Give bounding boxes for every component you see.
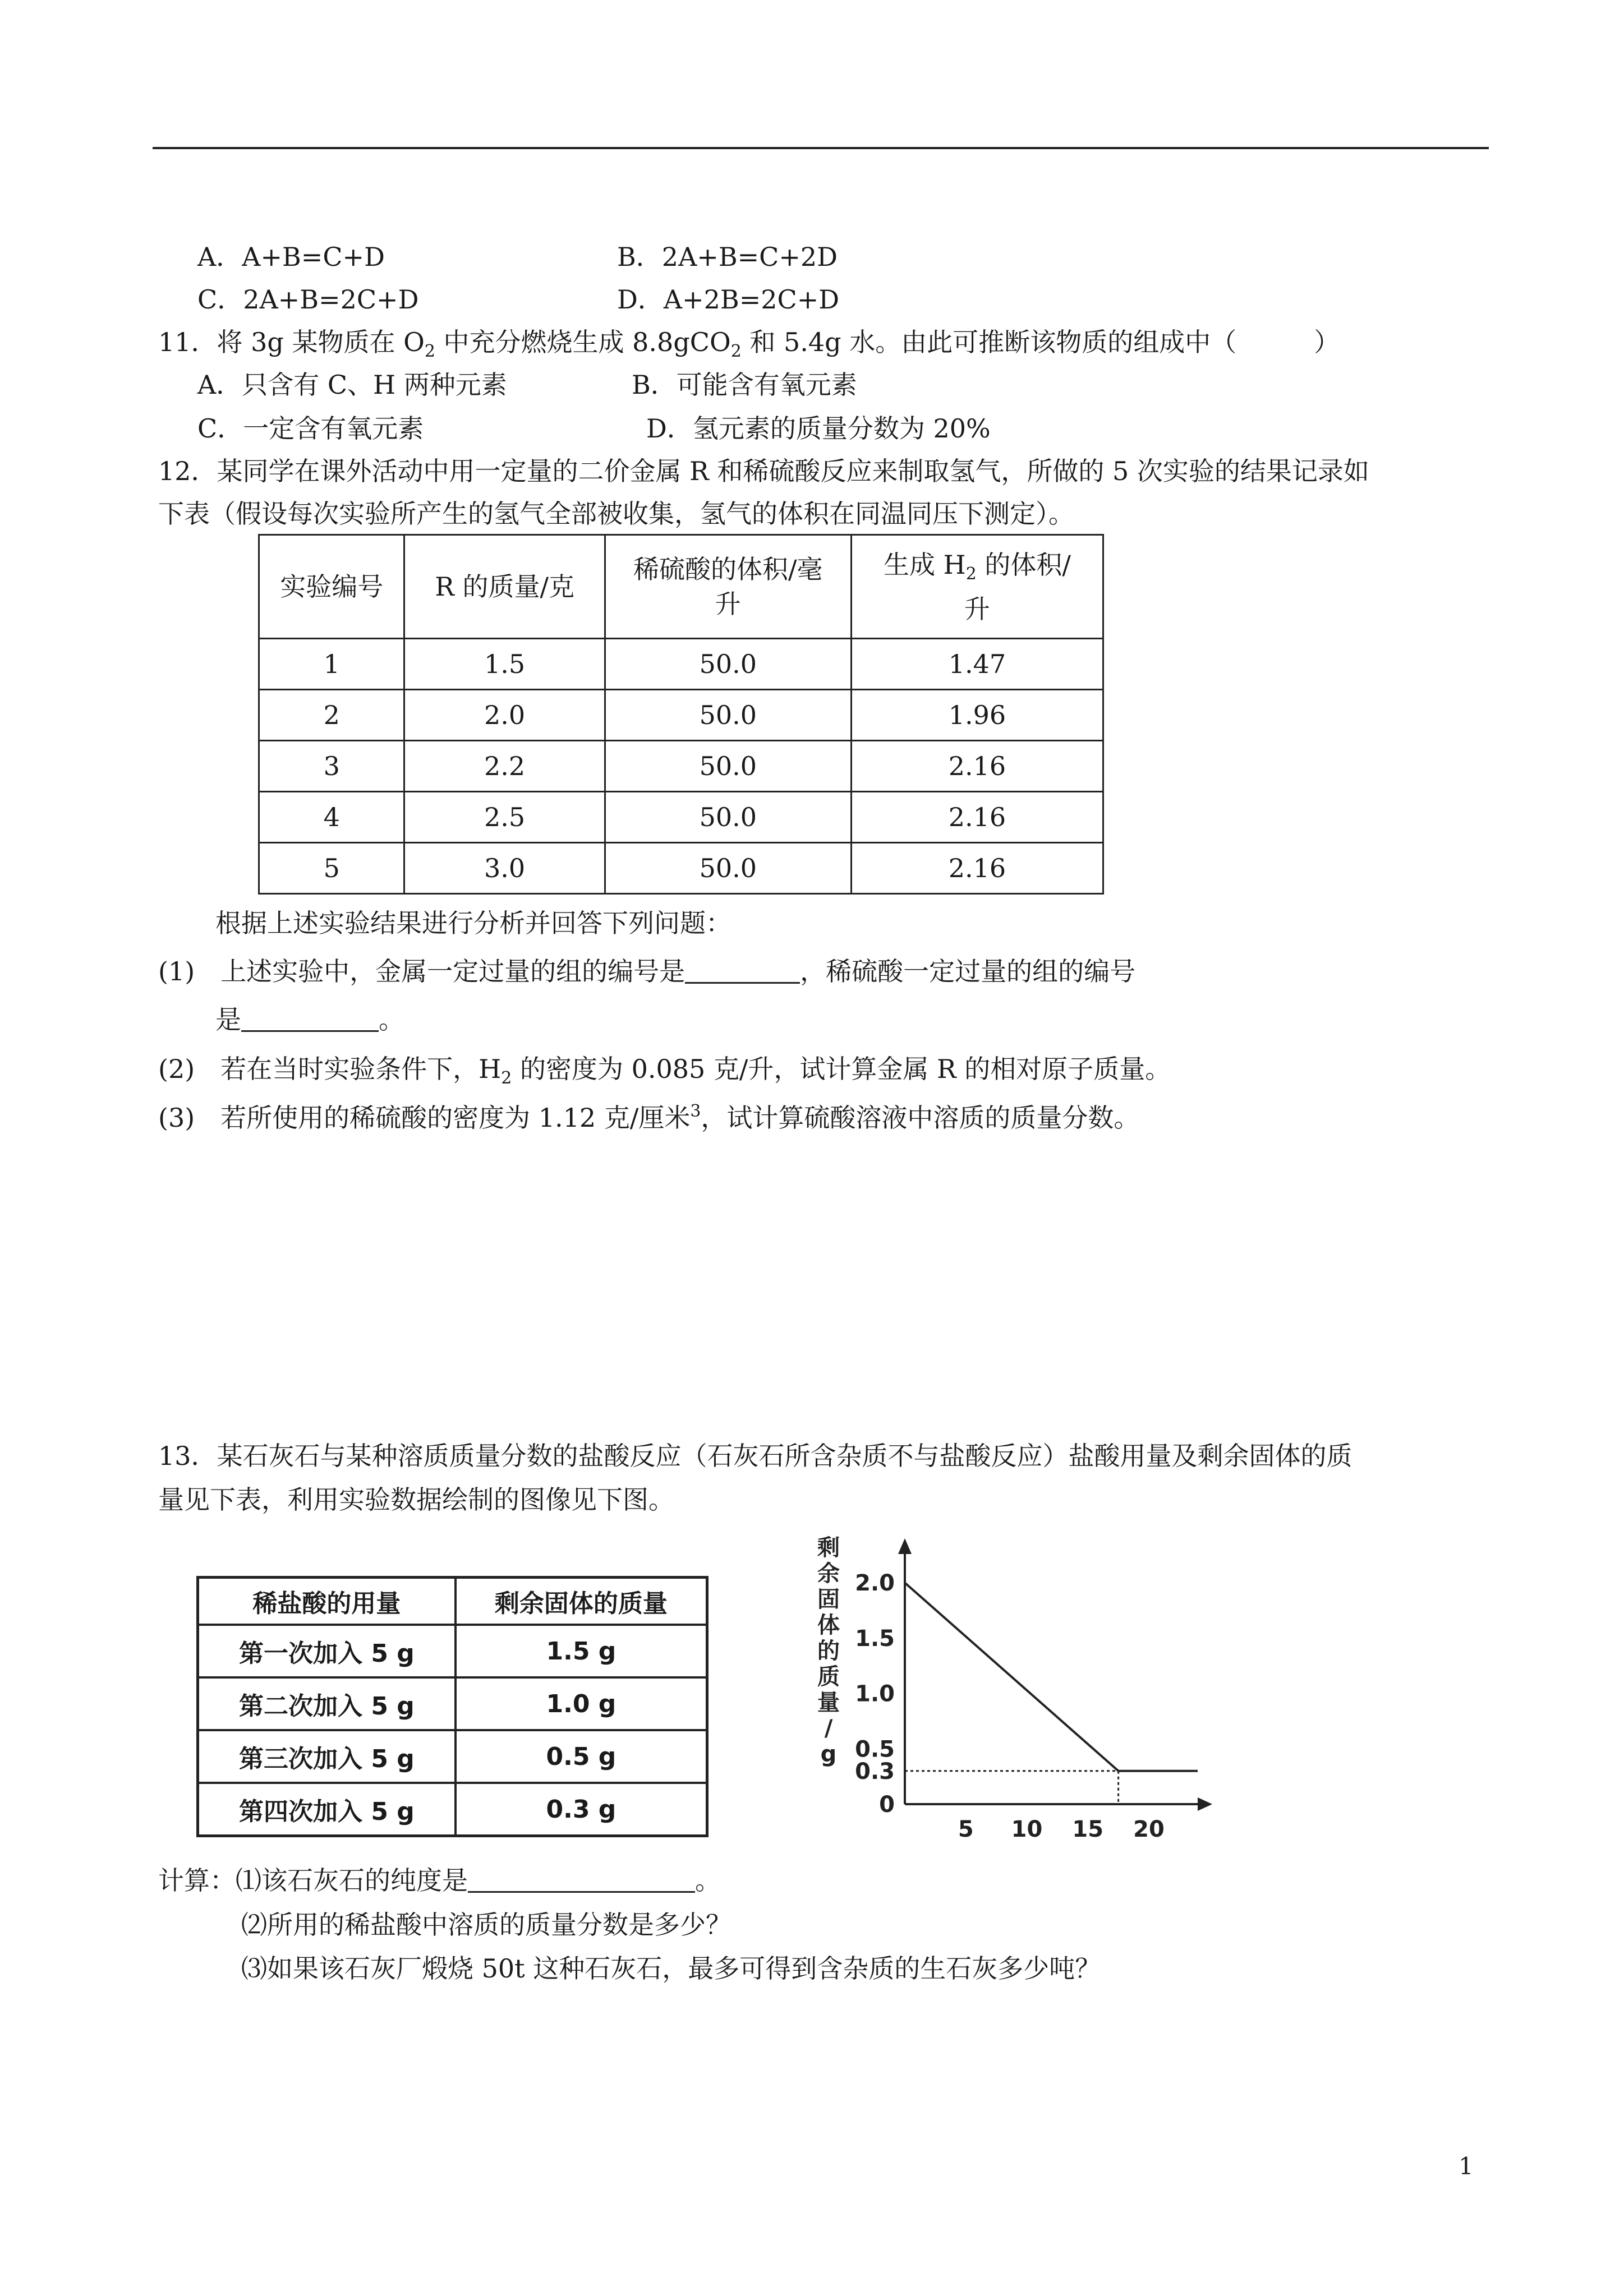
q11-option-a: A．只含有 C、H 两种元素 bbox=[197, 370, 507, 400]
table-row: 第二次加入 5 g 1.0 g bbox=[198, 1677, 707, 1730]
x-axis-arrow-icon bbox=[1198, 1797, 1212, 1811]
q13-calc3: ⑶如果该石灰厂煅烧 50t 这种石灰石，最多可得到含杂质的生石灰多少吨？ bbox=[241, 1953, 1101, 1984]
y-tick-label: 0 bbox=[879, 1792, 895, 1818]
q12-sub1-cont: 是 。 bbox=[215, 1004, 404, 1035]
y-axis-label-char: 体 bbox=[817, 1612, 840, 1638]
y-axis-label-char: 质 bbox=[817, 1664, 840, 1690]
answer-blank[interactable] bbox=[468, 1866, 695, 1893]
q11-option-d: D．氢元素的质量分数为 20% bbox=[646, 413, 991, 444]
y-tick-label: 0.5 bbox=[855, 1736, 895, 1763]
q12-header-h2-volume: 生成 $H_2$ 的体积/ 升 bbox=[851, 535, 1103, 639]
y-axis-label-char: g bbox=[820, 1741, 837, 1767]
q12-header-experiment: 实验编号 bbox=[259, 535, 404, 639]
table-row: 3 2.2 50.0 2.16 bbox=[259, 741, 1103, 792]
y-axis-label bbox=[817, 1535, 840, 1767]
q12-sub1: (1) 上述实验中，金属一定过量的组的编号是 ，稀硫酸一定过量的组的编号 bbox=[158, 956, 1136, 986]
y-axis-arrow-icon bbox=[898, 1538, 912, 1554]
y-axis-label-char: 余 bbox=[817, 1561, 840, 1587]
q12-header-acid-volume: 稀硫酸的体积/毫 升 bbox=[605, 535, 851, 639]
y-axis-label-char: 固 bbox=[817, 1587, 840, 1612]
q10-option-d: D．A+2B=2C+D bbox=[617, 284, 840, 315]
y-axis-label-char: 的 bbox=[817, 1638, 840, 1664]
q13-header-acid: 稀盐酸的用量 bbox=[198, 1578, 456, 1625]
header-rule bbox=[153, 147, 1489, 149]
q13-chart bbox=[811, 1534, 1214, 1842]
series-line bbox=[905, 1583, 1198, 1771]
answer-blank[interactable] bbox=[241, 1006, 379, 1032]
q12-stem-line2: 下表（假设每次实验所产生的氢气全部被收集，氢气的体积在同温同压下测定）。 bbox=[158, 499, 1074, 529]
y-axis-label-char: 量 bbox=[817, 1690, 840, 1716]
table-row: 5 3.0 50.0 2.16 bbox=[259, 843, 1103, 894]
y-tick-label: 2.0 bbox=[855, 1570, 895, 1597]
x-tick-label: 10 bbox=[1011, 1816, 1043, 1842]
q13-header-solid: 剩余固体的质量 bbox=[456, 1578, 707, 1625]
q10-option-b: B．2A+B=C+2D bbox=[617, 242, 838, 272]
y-axis-label-char: 剩 bbox=[817, 1535, 840, 1561]
q13-calc2: ⑵所用的稀盐酸中溶质的质量分数是多少？ bbox=[241, 1910, 732, 1940]
q11-stem: 11．将 3g 某物质在 $O_2$ 中充分燃烧生成 8.8gCO$_2$ 和 5.4g 水。由此可推断该物质的组成中（ ） bbox=[158, 327, 1340, 361]
x-tick-label: 15 bbox=[1072, 1816, 1104, 1842]
y-tick-label: 1.5 bbox=[855, 1625, 895, 1652]
q12-header-r-mass: R 的质量/克 bbox=[404, 535, 605, 639]
table-row: 2 2.0 50.0 1.96 bbox=[259, 690, 1103, 741]
q11-option-b: B．可能含有氧元素 bbox=[632, 370, 857, 400]
answer-blank[interactable] bbox=[685, 957, 800, 984]
q12-sub3: (3) 若所使用的稀硫酸的密度为 1.12 克/厘米$^3$，试计算硫酸溶液中溶质的质量分数。 bbox=[158, 1101, 1140, 1133]
table-row: 1 1.5 50.0 1.47 bbox=[259, 639, 1103, 690]
page-number: 1 bbox=[1459, 2152, 1474, 2180]
x-tick-label: 20 bbox=[1133, 1816, 1165, 1842]
q10-option-c: C．2A+B=2C+D bbox=[197, 284, 419, 315]
q13-calc1: 计算：⑴该石灰石的纯度是 。 bbox=[158, 1865, 721, 1896]
q13-table bbox=[196, 1576, 709, 1837]
q10-option-a: A．A+B=C+D bbox=[197, 242, 385, 272]
q13-stem-line1: 13．某石灰石与某种溶质质量分数的盐酸反应（石灰石所含杂质不与盐酸反应）盐酸用量及剩余固体的质 bbox=[158, 1441, 1352, 1471]
x-tick-label: 5 bbox=[958, 1816, 974, 1842]
q11-option-c: C．一定含有氧元素 bbox=[197, 413, 424, 444]
y-tick-label: 1.0 bbox=[855, 1681, 895, 1707]
y-axis-label-char: / bbox=[824, 1716, 833, 1741]
table-row: 第三次加入 5 g 0.5 g bbox=[198, 1730, 707, 1783]
y-tick-label: 0.3 bbox=[855, 1758, 895, 1785]
q13-stem-line2: 量见下表，利用实验数据绘制的图像见下图。 bbox=[158, 1484, 674, 1515]
q12-stem-line1: 12．某同学在课外活动中用一定量的二价金属 R 和稀硫酸反应来制取氢气，所做的 5 次实验的结果记录如 bbox=[158, 456, 1369, 486]
q12-intro: 根据上述实验结果进行分析并回答下列问题： bbox=[215, 908, 732, 938]
table-row: 4 2.5 50.0 2.16 bbox=[259, 792, 1103, 843]
table-row: 第四次加入 5 g 0.3 g bbox=[198, 1783, 707, 1836]
q12-table bbox=[258, 534, 1104, 895]
q12-sub2: (2) 若在当时实验条件下，$H_2$ 的密度为 0.085 克/升，试计算金属 R 的相对原子质量。 bbox=[158, 1054, 1171, 1088]
table-row: 第一次加入 5 g 1.5 g bbox=[198, 1625, 707, 1677]
